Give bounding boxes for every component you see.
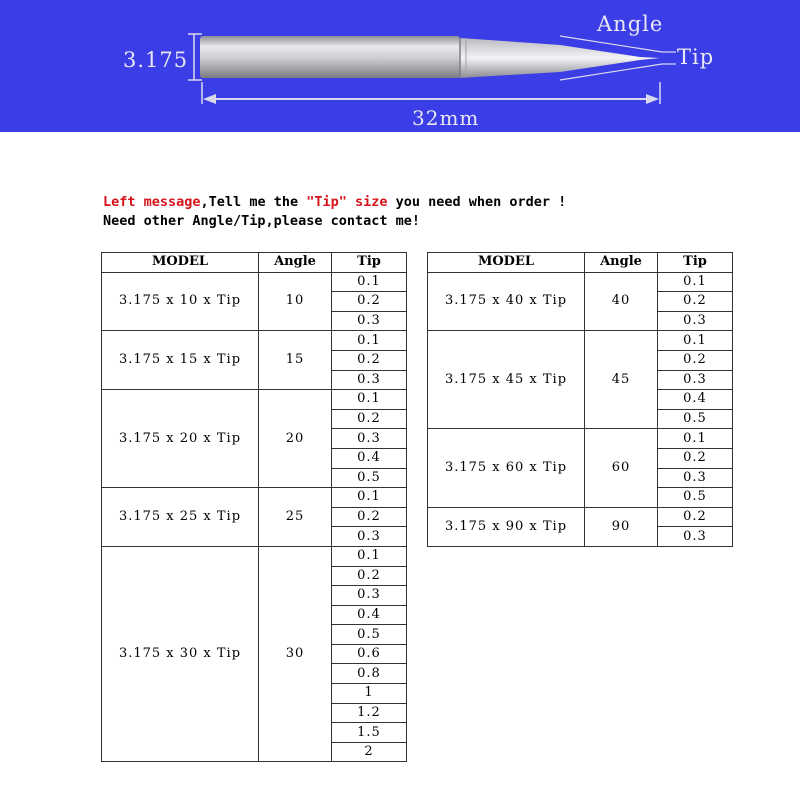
angle-header: Angle xyxy=(259,253,332,273)
table-row xyxy=(428,272,733,292)
angle-cell: 45 xyxy=(585,331,658,429)
tip-cell: 0.5 xyxy=(332,625,407,645)
model-cell: 3.175 x 25 x Tip xyxy=(102,488,259,547)
angle-cell: 10 xyxy=(259,272,332,331)
tip-cell: 1.5 xyxy=(332,723,407,743)
tip-cell: 0.3 xyxy=(658,468,733,488)
table-row xyxy=(428,331,733,351)
arrow-left-icon xyxy=(203,94,216,104)
spec-table-right xyxy=(427,252,733,547)
left-message-text: Left message xyxy=(103,194,201,210)
tip-cell: 0.4 xyxy=(332,605,407,625)
model-cell: 3.175 x 40 x Tip xyxy=(428,272,585,331)
order-message-line-2: Need other Angle/Tip,please contact me! xyxy=(103,213,420,229)
arrow-right-icon xyxy=(646,94,659,104)
tip-label: Tip xyxy=(677,45,715,69)
bit-cutting-tip xyxy=(460,38,660,78)
table-row xyxy=(428,429,733,449)
angle-label: Angle xyxy=(597,12,664,36)
tip-cell: 0.3 xyxy=(658,527,733,547)
tip-cell: 0.3 xyxy=(332,311,407,331)
tip-cell: 0.1 xyxy=(332,546,407,566)
tip-cell: 0.2 xyxy=(332,566,407,586)
model-cell: 3.175 x 90 x Tip xyxy=(428,507,585,546)
tip-cell: 2 xyxy=(332,742,407,762)
tip-cell: 0.3 xyxy=(658,370,733,390)
tip-cell: 0.5 xyxy=(658,488,733,508)
tip-header: Tip xyxy=(332,253,407,273)
angle-header: Angle xyxy=(585,253,658,273)
tip-cell: 0.1 xyxy=(332,272,407,292)
tip-header: Tip xyxy=(658,253,733,273)
tip-cell: 0.1 xyxy=(658,272,733,292)
table-row xyxy=(428,507,733,527)
table-row xyxy=(102,272,407,292)
table-row xyxy=(102,390,407,410)
model-cell: 3.175 x 20 x Tip xyxy=(102,390,259,488)
tip-cell: 0.3 xyxy=(332,370,407,390)
tip-cell: 0.2 xyxy=(332,292,407,312)
order-message-line-1 xyxy=(103,193,566,212)
tip-size-text: "Tip" size xyxy=(306,194,388,210)
tip-cell: 0.3 xyxy=(332,429,407,449)
tip-cell: 0.3 xyxy=(332,586,407,606)
tell-me-text: ,Tell me the xyxy=(200,194,307,210)
tip-cell: 0.3 xyxy=(658,311,733,331)
model-header: MODEL xyxy=(428,253,585,273)
bit-shank xyxy=(200,36,460,78)
when-order-text: you need when order ! xyxy=(387,194,567,210)
model-cell: 3.175 x 45 x Tip xyxy=(428,331,585,429)
tip-cell: 0.2 xyxy=(658,507,733,527)
tip-cell: 0.5 xyxy=(332,468,407,488)
tip-cell: 0.2 xyxy=(332,350,407,370)
tip-cell: 0.3 xyxy=(332,527,407,547)
tip-cell: 0.4 xyxy=(332,448,407,468)
tip-cell: 0.5 xyxy=(658,409,733,429)
model-cell: 3.175 x 10 x Tip xyxy=(102,272,259,331)
angle-cell: 30 xyxy=(259,546,332,762)
table-row xyxy=(102,488,407,508)
tip-cell: 0.2 xyxy=(658,292,733,312)
table-row xyxy=(102,546,407,566)
angle-cell: 20 xyxy=(259,390,332,488)
tip-cell: 0.2 xyxy=(658,350,733,370)
angle-cell: 60 xyxy=(585,429,658,507)
tip-cell: 0.6 xyxy=(332,644,407,664)
tip-cell: 0.2 xyxy=(658,448,733,468)
order-message xyxy=(103,193,566,231)
tip-cell: 0.1 xyxy=(332,488,407,508)
angle-cell: 40 xyxy=(585,272,658,331)
tip-cell: 0.8 xyxy=(332,664,407,684)
tip-cell: 0.1 xyxy=(658,331,733,351)
angle-cell: 25 xyxy=(259,488,332,547)
tip-cell: 0.2 xyxy=(332,409,407,429)
model-header: MODEL xyxy=(102,253,259,273)
model-cell: 3.175 x 30 x Tip xyxy=(102,546,259,762)
angle-cell: 15 xyxy=(259,331,332,390)
table-row xyxy=(102,331,407,351)
tip-cell: 0.1 xyxy=(332,390,407,410)
tip-cell: 0.1 xyxy=(658,429,733,449)
model-cell: 3.175 x 15 x Tip xyxy=(102,331,259,390)
tip-cell: 1.2 xyxy=(332,703,407,723)
length-label: 32mm xyxy=(412,106,480,130)
model-cell: 3.175 x 60 x Tip xyxy=(428,429,585,507)
tip-cell: 0.1 xyxy=(332,331,407,351)
tip-cell: 0.2 xyxy=(332,507,407,527)
tip-cell: 1 xyxy=(332,684,407,704)
diameter-label: 3.175 xyxy=(123,48,189,72)
tip-cell: 0.4 xyxy=(658,390,733,410)
angle-cell: 90 xyxy=(585,507,658,546)
product-banner xyxy=(0,0,800,132)
spec-table-left xyxy=(101,252,407,762)
